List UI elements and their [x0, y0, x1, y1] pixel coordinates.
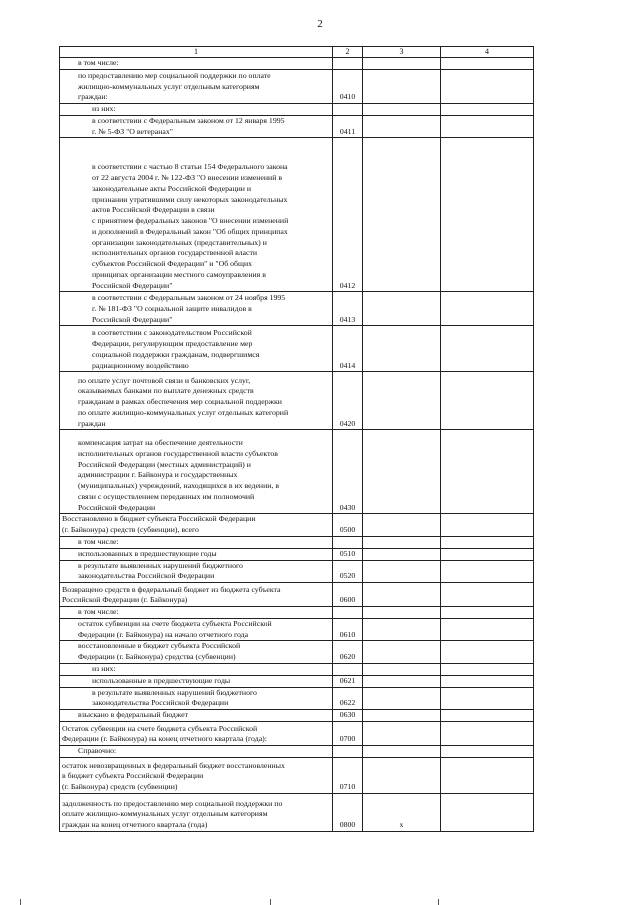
row-label: остаток невозвращенных в федеральный бюджет восстановленных в бюджет субъекта Российской Федерации (г. Байконура) средств (субвенции)	[60, 757, 333, 793]
row-code	[333, 607, 363, 619]
row-label: в том числе:	[60, 536, 333, 548]
table-row	[60, 326, 534, 372]
row-value-col-4	[441, 70, 534, 104]
row-value-col-4	[441, 687, 534, 710]
row-code: 0412	[333, 138, 363, 292]
row-value-col-3	[363, 607, 441, 619]
row-code: 0410	[333, 70, 363, 104]
row-code: 0413	[333, 292, 363, 326]
table-row	[60, 548, 534, 560]
row-label: Справочно:	[60, 746, 333, 758]
row-value-col-3	[363, 757, 441, 793]
page-number: 2	[317, 18, 323, 30]
row-value-col-3: х	[363, 793, 441, 831]
row-label: в результате выявленных нарушений бюджетного законодательства Российской Федерации	[60, 560, 333, 583]
table-row	[60, 746, 534, 758]
row-value-col-4	[441, 757, 534, 793]
row-value-col-4	[441, 115, 534, 138]
table-row	[60, 430, 534, 514]
row-value-col-3	[363, 687, 441, 710]
row-value-col-4	[441, 548, 534, 560]
row-value-col-3	[363, 372, 441, 430]
row-value-col-4	[441, 618, 534, 641]
row-label: в соответствии с частью 8 статьи 154 Федерального закона от 22 августа 2004 г. № 122-ФЗ "О внесении изменений в законодательные акты Российской Федерации и признании утратившими силу некоторых законодательных актов Российской Федерации в связи с принятием федеральных законов "О внесении изменений и дополнений в Федеральный закон "Об общих принципах организации законодательных (представительных) и исполнительных органов государственной власти субъектов Российской Федерации" и "Об общих принципах организации местного самоуправления в Российской Федерации"	[60, 138, 333, 292]
table-row	[60, 663, 534, 675]
row-value-col-3	[363, 663, 441, 675]
table-row	[60, 58, 534, 70]
row-value-col-3	[363, 104, 441, 116]
row-code	[333, 536, 363, 548]
table-row	[60, 560, 534, 583]
row-value-col-4	[441, 746, 534, 758]
row-value-col-3	[363, 70, 441, 104]
row-code: 0620	[333, 641, 363, 664]
row-value-col-4	[441, 536, 534, 548]
row-value-col-4	[441, 138, 534, 292]
table-row	[60, 675, 534, 687]
row-label: взыскано в федеральный бюджет	[60, 710, 333, 722]
row-label: по предоставлению мер социальной поддержки по оплате жилищно-коммунальных услуг отдельным категориям граждан:	[60, 70, 333, 104]
row-code: 0710	[333, 757, 363, 793]
row-code: 0621	[333, 675, 363, 687]
row-code: 0630	[333, 710, 363, 722]
row-label: в том числе:	[60, 607, 333, 619]
row-value-col-4	[441, 663, 534, 675]
row-value-col-4	[441, 607, 534, 619]
row-value-col-3	[363, 746, 441, 758]
row-code: 0600	[333, 583, 363, 607]
report-table	[59, 46, 534, 832]
row-value-col-4	[441, 514, 534, 537]
row-label: Восстановлено в бюджет субъекта Российской Федерации (г. Байконура) средств (субвенции), всего	[60, 514, 333, 537]
row-label: в соответствии с Федеральным законом от 24 ноября 1995 г. № 181-ФЗ "О социальной защите инвалидов в Российской Федерации"	[60, 292, 333, 326]
row-label: из них:	[60, 104, 333, 116]
row-value-col-3	[363, 560, 441, 583]
table-row	[60, 115, 534, 138]
table-row	[60, 757, 534, 793]
row-label: использованных в предшествующие годы	[60, 548, 333, 560]
row-value-col-3	[363, 514, 441, 537]
row-label: в соответствии с законодательством Российской Федерации, регулирующим предоставление мер социальной поддержки гражданам, подвергшимся радиационному воздействию	[60, 326, 333, 372]
row-code: 0414	[333, 326, 363, 372]
row-code	[333, 104, 363, 116]
row-value-col-3	[363, 722, 441, 746]
row-label: задолженность по предоставлению мер социальной поддержки по оплате жилищно-коммунальных услуг отдельным категориям граждан на конец отчетного квартала (года)	[60, 793, 333, 831]
row-value-col-3	[363, 536, 441, 548]
header-col-4: 4	[441, 47, 534, 58]
row-code: 0610	[333, 618, 363, 641]
row-value-col-4	[441, 58, 534, 70]
row-value-col-3	[363, 583, 441, 607]
row-code: 0420	[333, 372, 363, 430]
row-value-col-4	[441, 641, 534, 664]
row-code	[333, 663, 363, 675]
row-code: 0800	[333, 793, 363, 831]
row-label: Возвращено средств в федеральный бюджет из бюджета субъекта Российской Федерации (г. Байконура)	[60, 583, 333, 607]
row-value-col-4	[441, 675, 534, 687]
row-value-col-3	[363, 430, 441, 514]
table-row	[60, 536, 534, 548]
table-row	[60, 722, 534, 746]
row-value-col-4	[441, 793, 534, 831]
table-row	[60, 641, 534, 664]
row-code: 0520	[333, 560, 363, 583]
row-value-col-3	[363, 292, 441, 326]
row-label: из них:	[60, 663, 333, 675]
header-col-1: 1	[60, 47, 333, 58]
row-value-col-3	[363, 326, 441, 372]
row-label: остаток субвенции на счете бюджета субъекта Российской Федерации (г. Байконура) на начало отчетного года	[60, 618, 333, 641]
row-label: компенсация затрат на обеспечение деятельности исполнительных органов государственной власти субъектов Российской Федерации (местных администраций) и администрации г. Байконура и государственных (муниципальных) учреждений, находящихся в их ведении, в связи с осуществлением переданных им полномочий Российской Федерации	[60, 430, 333, 514]
row-code: 0622	[333, 687, 363, 710]
row-value-col-4	[441, 372, 534, 430]
row-value-col-4	[441, 104, 534, 116]
row-label: использованные в предшествующие годы	[60, 675, 333, 687]
row-value-col-3	[363, 710, 441, 722]
row-label: по оплате услуг почтовой связи и банковских услуг, оказываемых банками по выплате денежных средств гражданам в рамках обеспечения мер социальной поддержки по оплате жилищно-коммунальных услуг отдельных категорий граждан	[60, 372, 333, 430]
table-header-row	[60, 47, 534, 58]
row-code: 0510	[333, 548, 363, 560]
row-value-col-3	[363, 115, 441, 138]
row-value-col-4	[441, 722, 534, 746]
table-row	[60, 292, 534, 326]
header-col-2: 2	[333, 47, 363, 58]
table-row	[60, 710, 534, 722]
table-row	[60, 607, 534, 619]
row-value-col-3	[363, 58, 441, 70]
row-value-col-3	[363, 548, 441, 560]
row-value-col-4	[441, 710, 534, 722]
row-value-col-4	[441, 583, 534, 607]
row-value-col-3	[363, 618, 441, 641]
table-row	[60, 70, 534, 104]
row-value-col-3	[363, 675, 441, 687]
row-label: восстановленные в бюджет субъекта Российской Федерации (г. Байконура) средства (субвенции)	[60, 641, 333, 664]
table-row	[60, 104, 534, 116]
table-row	[60, 372, 534, 430]
row-label: в том числе:	[60, 58, 333, 70]
row-code: 0430	[333, 430, 363, 514]
row-code: 0500	[333, 514, 363, 537]
row-code	[333, 58, 363, 70]
row-label: в соответствии с Федеральным законом от 12 января 1995 г. № 5-ФЗ "О ветеранах"	[60, 115, 333, 138]
row-value-col-4	[441, 430, 534, 514]
header-col-3: 3	[363, 47, 441, 58]
row-value-col-3	[363, 641, 441, 664]
table-row	[60, 687, 534, 710]
table-row	[60, 583, 534, 607]
row-label: в результате выявленных нарушений бюджетного законодательства Российской Федерации	[60, 687, 333, 710]
table-row	[60, 793, 534, 831]
row-code	[333, 746, 363, 758]
table-row	[60, 514, 534, 537]
row-label: Остаток субвенции на счете бюджета субъекта Российской Федерации (г. Байконура) на конец отчетного квартала (года):	[60, 722, 333, 746]
row-value-col-4	[441, 560, 534, 583]
table-row	[60, 618, 534, 641]
row-code: 0411	[333, 115, 363, 138]
row-code: 0700	[333, 722, 363, 746]
row-value-col-3	[363, 138, 441, 292]
row-value-col-4	[441, 326, 534, 372]
table-row	[60, 138, 534, 292]
row-value-col-4	[441, 292, 534, 326]
